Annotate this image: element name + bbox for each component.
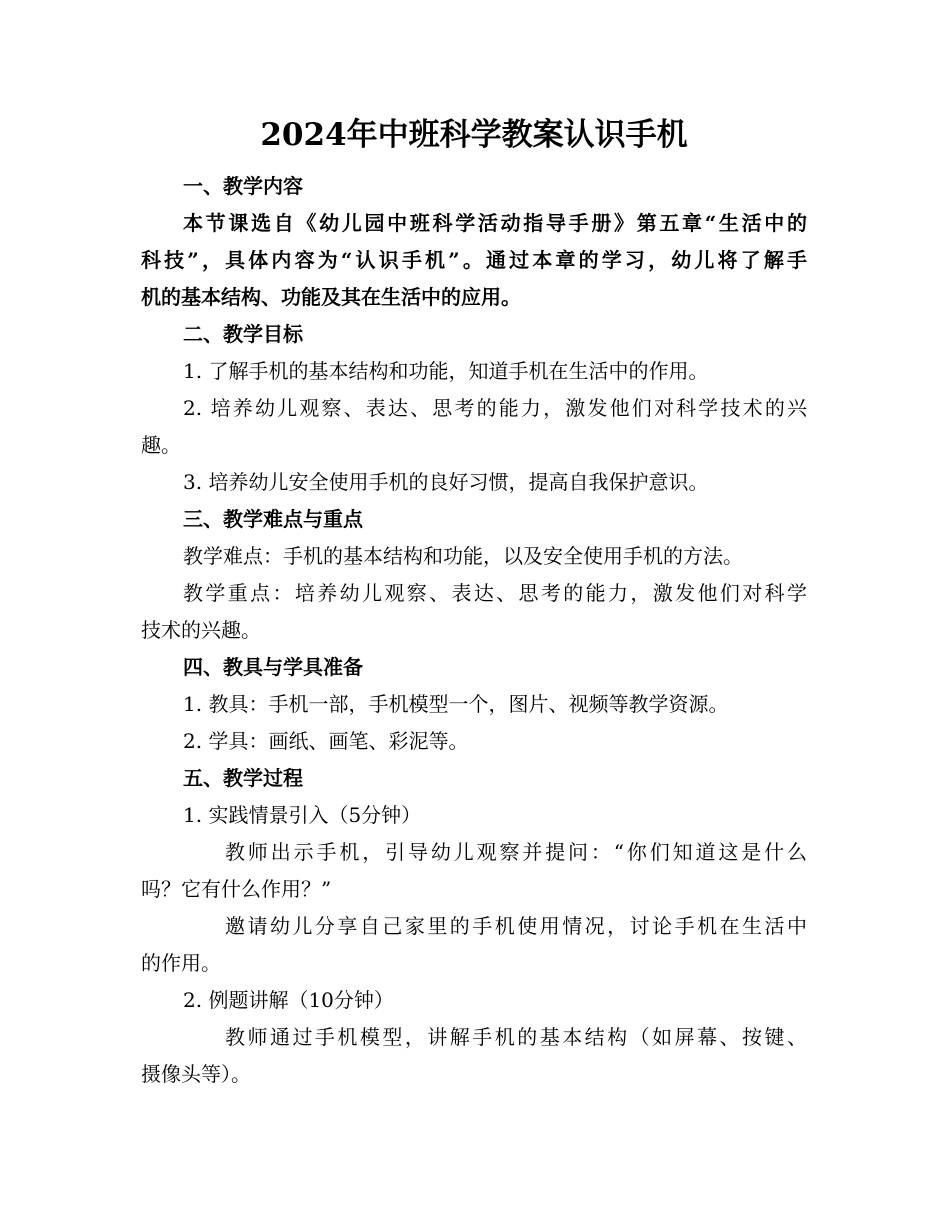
paragraph-line: 科技”，具体内容为“认识手机”。通过本章的学习，幼儿将了解手 <box>141 248 807 272</box>
paragraph-line: 技术的兴趣。 <box>141 618 261 642</box>
paragraph-line: 教学重点：培养幼儿观察、表达、思考的能力，激发他们对科学 <box>183 581 807 605</box>
section-heading-focus: 三、教学难点与重点 <box>183 507 363 531</box>
paragraph-line: 摄像头等）。 <box>141 1062 251 1086</box>
section-heading-goals: 二、教学目标 <box>183 322 303 346</box>
list-item: 1. 实践情景引入（5分钟） <box>183 803 422 827</box>
paragraph-line: 教学难点：手机的基本结构和功能，以及安全使用手机的方法。 <box>183 544 743 568</box>
paragraph-line: 本节课选自《幼儿园中班科学活动指导手册》第五章“生活中的 <box>183 211 807 235</box>
list-item: 3. 培养幼儿安全使用手机的良好习惯，提高自我保护意识。 <box>183 470 709 494</box>
paragraph-line: 教师通过手机模型，讲解手机的基本结构（如屏幕、按键、 <box>225 1025 807 1049</box>
list-item: 1. 了解手机的基本结构和功能，知道手机在生活中的作用。 <box>183 359 709 383</box>
paragraph-line: 教师出示手机，引导幼儿观察并提问：“你们知道这是什么 <box>225 840 807 864</box>
list-item-continuation: 趣。 <box>141 433 181 457</box>
paragraph-line: 吗？它有什么作用？” <box>141 877 332 901</box>
document-title: 2024年中班科学教案认识手机 <box>260 117 688 153</box>
list-item: 2. 学具：画纸、画笔、彩泥等。 <box>183 729 469 753</box>
paragraph-line: 邀请幼儿分享自己家里的手机使用情况，讨论手机在生活中 <box>225 914 807 938</box>
paragraph-line: 的作用。 <box>141 951 221 975</box>
list-item: 1. 教具：手机一部，手机模型一个，图片、视频等教学资源。 <box>183 692 729 716</box>
document-page <box>141 112 807 1093</box>
list-item: 2. 培养幼儿观察、表达、思考的能力，激发他们对科学技术的兴 <box>183 396 807 420</box>
section-heading-content: 一、教学内容 <box>183 174 303 198</box>
list-item: 2. 例题讲解（10分钟） <box>183 988 394 1012</box>
paragraph-line: 机的基本结构、功能及其在生活中的应用。 <box>141 285 521 309</box>
section-heading-process: 五、教学过程 <box>183 766 303 790</box>
section-heading-materials: 四、教具与学具准备 <box>183 655 363 679</box>
